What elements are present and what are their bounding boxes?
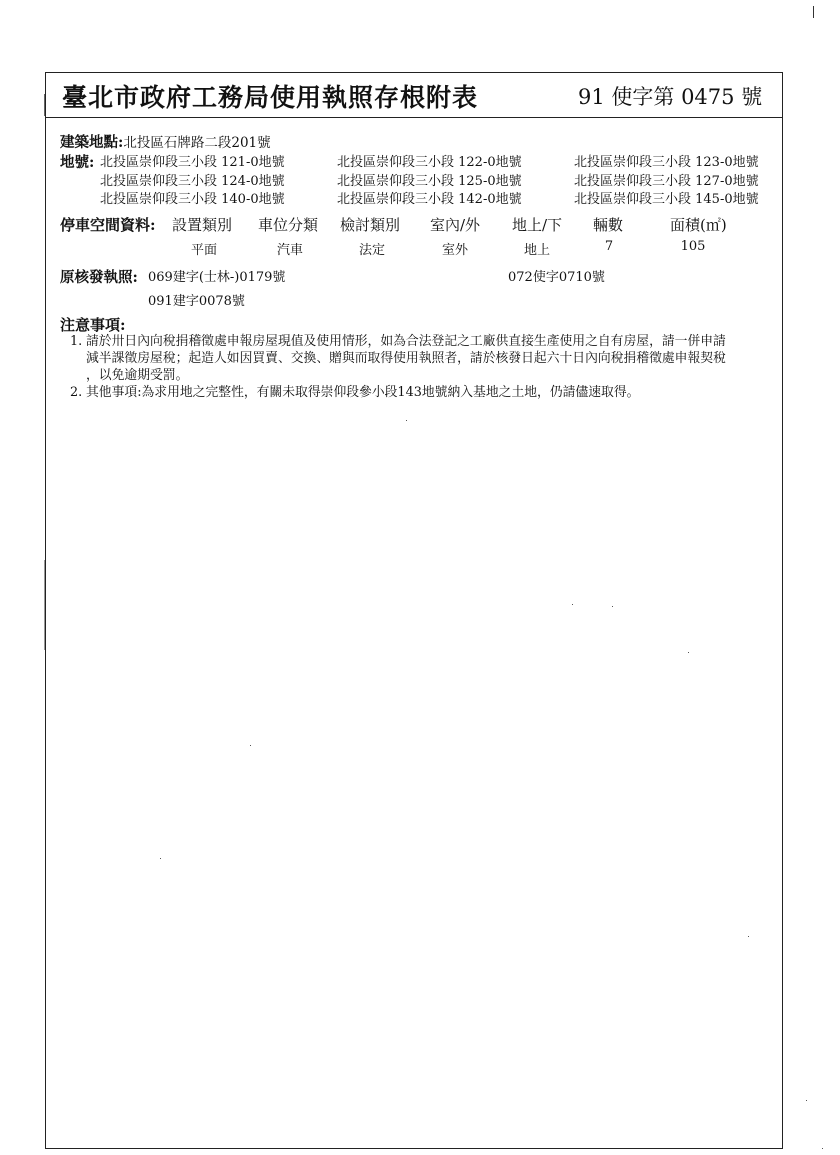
note-number: 1. <box>70 334 83 349</box>
lot-item: 北投區崇仰段三小段 124-0地號 <box>100 174 285 189</box>
note-text: 減半課徵房屋稅；起造人如因買賣、交換、贈與而取得使用執照者，請於核發日起六十日內向稅捐稽徵處申報契稅 <box>86 351 726 366</box>
parking-value: 法定 <box>358 243 385 258</box>
note-number: 2. <box>70 385 83 400</box>
site-row <box>60 131 271 152</box>
lot-item: 北投區崇仰段三小段 140-0地號 <box>100 192 285 207</box>
note-text: ，以免逾期受罰。 <box>86 368 189 383</box>
note-line <box>70 333 785 350</box>
note-item <box>70 333 785 384</box>
parking-header: 面積(㎡) <box>670 216 727 234</box>
note-line <box>70 384 785 401</box>
lots-label-row <box>60 151 94 172</box>
note-line <box>70 350 785 367</box>
note-text: 請於卅日內向稅捐稽徵處申報房屋現值及使用情形，如為合法登記之工廠供直接生產使用之自有房屋，請一併申請 <box>86 334 726 349</box>
license-item: 069建字(士林-)0179號 <box>148 270 286 285</box>
parking-value: 平面 <box>190 243 217 258</box>
note-item <box>70 384 785 401</box>
notes-label: 注意事項: <box>60 316 126 334</box>
site-value: 北投區石牌路二段201號 <box>123 135 271 151</box>
page-title: 臺北市政府工務局使用執照存根附表 <box>62 83 479 112</box>
parking-header: 檢討類別 <box>340 216 401 234</box>
lot-item: 北投區崇仰段三小段 121-0地號 <box>100 155 285 170</box>
parking-value: 105 <box>680 239 706 254</box>
license-item: 091建字0078號 <box>148 294 245 309</box>
note-line <box>70 367 785 384</box>
site-label: 建築地點: <box>60 134 124 151</box>
parking-header: 室內/外 <box>430 216 481 234</box>
lots-label: 地號: <box>60 154 95 171</box>
license-item: 072使字0710號 <box>508 270 605 285</box>
lot-item: 北投區崇仰段三小段 145-0地號 <box>574 192 759 207</box>
scan-mark <box>813 6 814 18</box>
parking-header: 輛數 <box>593 216 624 234</box>
parking-value: 地上 <box>523 243 550 258</box>
lot-item: 北投區崇仰段三小段 123-0地號 <box>574 155 759 170</box>
lot-item: 北投區崇仰段三小段 127-0地號 <box>574 174 759 189</box>
parking-header: 地上/下 <box>512 216 563 234</box>
original-licenses-label: 原核發執照: <box>60 269 138 286</box>
parking-value: 汽車 <box>276 243 303 258</box>
permit-number: 91 使字第 0475 號 <box>578 85 763 109</box>
note-text: 其他事項:為求用地之完整性，有關未取得崇仰段參小段143地號納入基地之土地，仍請儘速取得。 <box>86 385 640 400</box>
header-divider <box>45 117 783 118</box>
scan-mark <box>44 94 45 116</box>
lot-item: 北投區崇仰段三小段 125-0地號 <box>337 174 522 189</box>
lot-item: 北投區崇仰段三小段 122-0地號 <box>337 155 522 170</box>
parking-value: 7 <box>604 239 614 254</box>
scan-mark <box>44 560 45 650</box>
parking-value: 室外 <box>441 243 468 258</box>
original-licenses-row <box>60 266 138 287</box>
lot-item: 北投區崇仰段三小段 142-0地號 <box>337 192 522 207</box>
parking-header: 設置類別 <box>172 216 233 234</box>
parking-header: 車位分類 <box>258 216 319 234</box>
parking-label: 停車空間資料: <box>60 216 156 234</box>
